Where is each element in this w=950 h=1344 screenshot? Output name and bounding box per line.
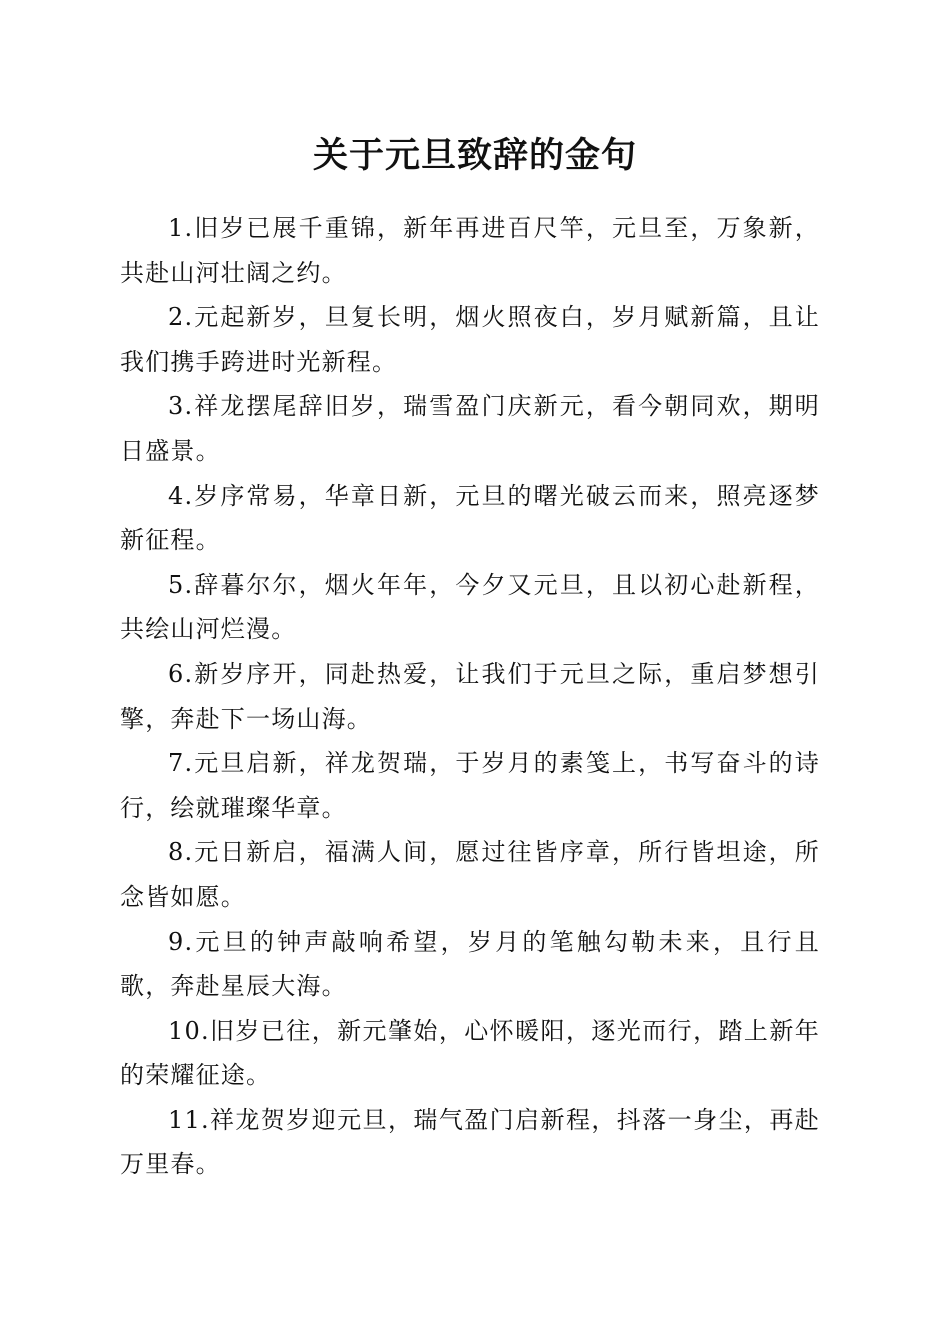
quote-paragraph-5: 5.辞暮尔尔，烟火年年，今夕又元旦，且以初心赴新程，共绘山河烂漫。 (120, 570, 820, 644)
document-title: 关于元旦致辞的金句 (312, 135, 637, 176)
quote-paragraph-3: 3.祥龙摆尾辞旧岁，瑞雪盈门庆新元，看今朝同欢，期明日盛景。 (120, 392, 820, 465)
quote-paragraph-6: 6.新岁序开，同赴热爱，让我们于元旦之际，重启梦想引擎，奔赴下一场山海。 (120, 659, 820, 733)
document-body (120, 206, 820, 1187)
quote-paragraph-7: 7.元旦启新，祥龙贺瑞，于岁月的素笺上，书写奋斗的诗行，绘就璀璨华章。 (120, 749, 820, 822)
quote-paragraph-1: 1.旧岁已展千重锦，新年再进百尺竿，元旦至，万象新，共赴山河壮阔之约。 (120, 214, 820, 287)
quote-paragraph-8: 8.元日新启，福满人间，愿过往皆序章，所行皆坦途，所念皆如愿。 (120, 838, 820, 911)
quote-paragraph-2: 2.元起新岁，旦复长明，烟火照夜白，岁月赋新篇，且让我们携手跨进时光新程。 (120, 303, 820, 376)
quote-paragraph-9: 9.元旦的钟声敲响希望，岁月的笔触勾勒未来，且行且歌，奔赴星辰大海。 (120, 927, 820, 1001)
quote-paragraph-10: 10.旧岁已往，新元肇始，心怀暖阳，逐光而行，踏上新年的荣耀征途。 (120, 1016, 820, 1090)
quote-paragraph-11: 11.祥龙贺岁迎元旦，瑞气盈门启新程，抖落一身尘，再赴万里春。 (120, 1105, 820, 1179)
quote-paragraph-4: 4.岁序常易，华章日新，元旦的曙光破云而来，照亮逐梦新征程。 (120, 481, 820, 555)
